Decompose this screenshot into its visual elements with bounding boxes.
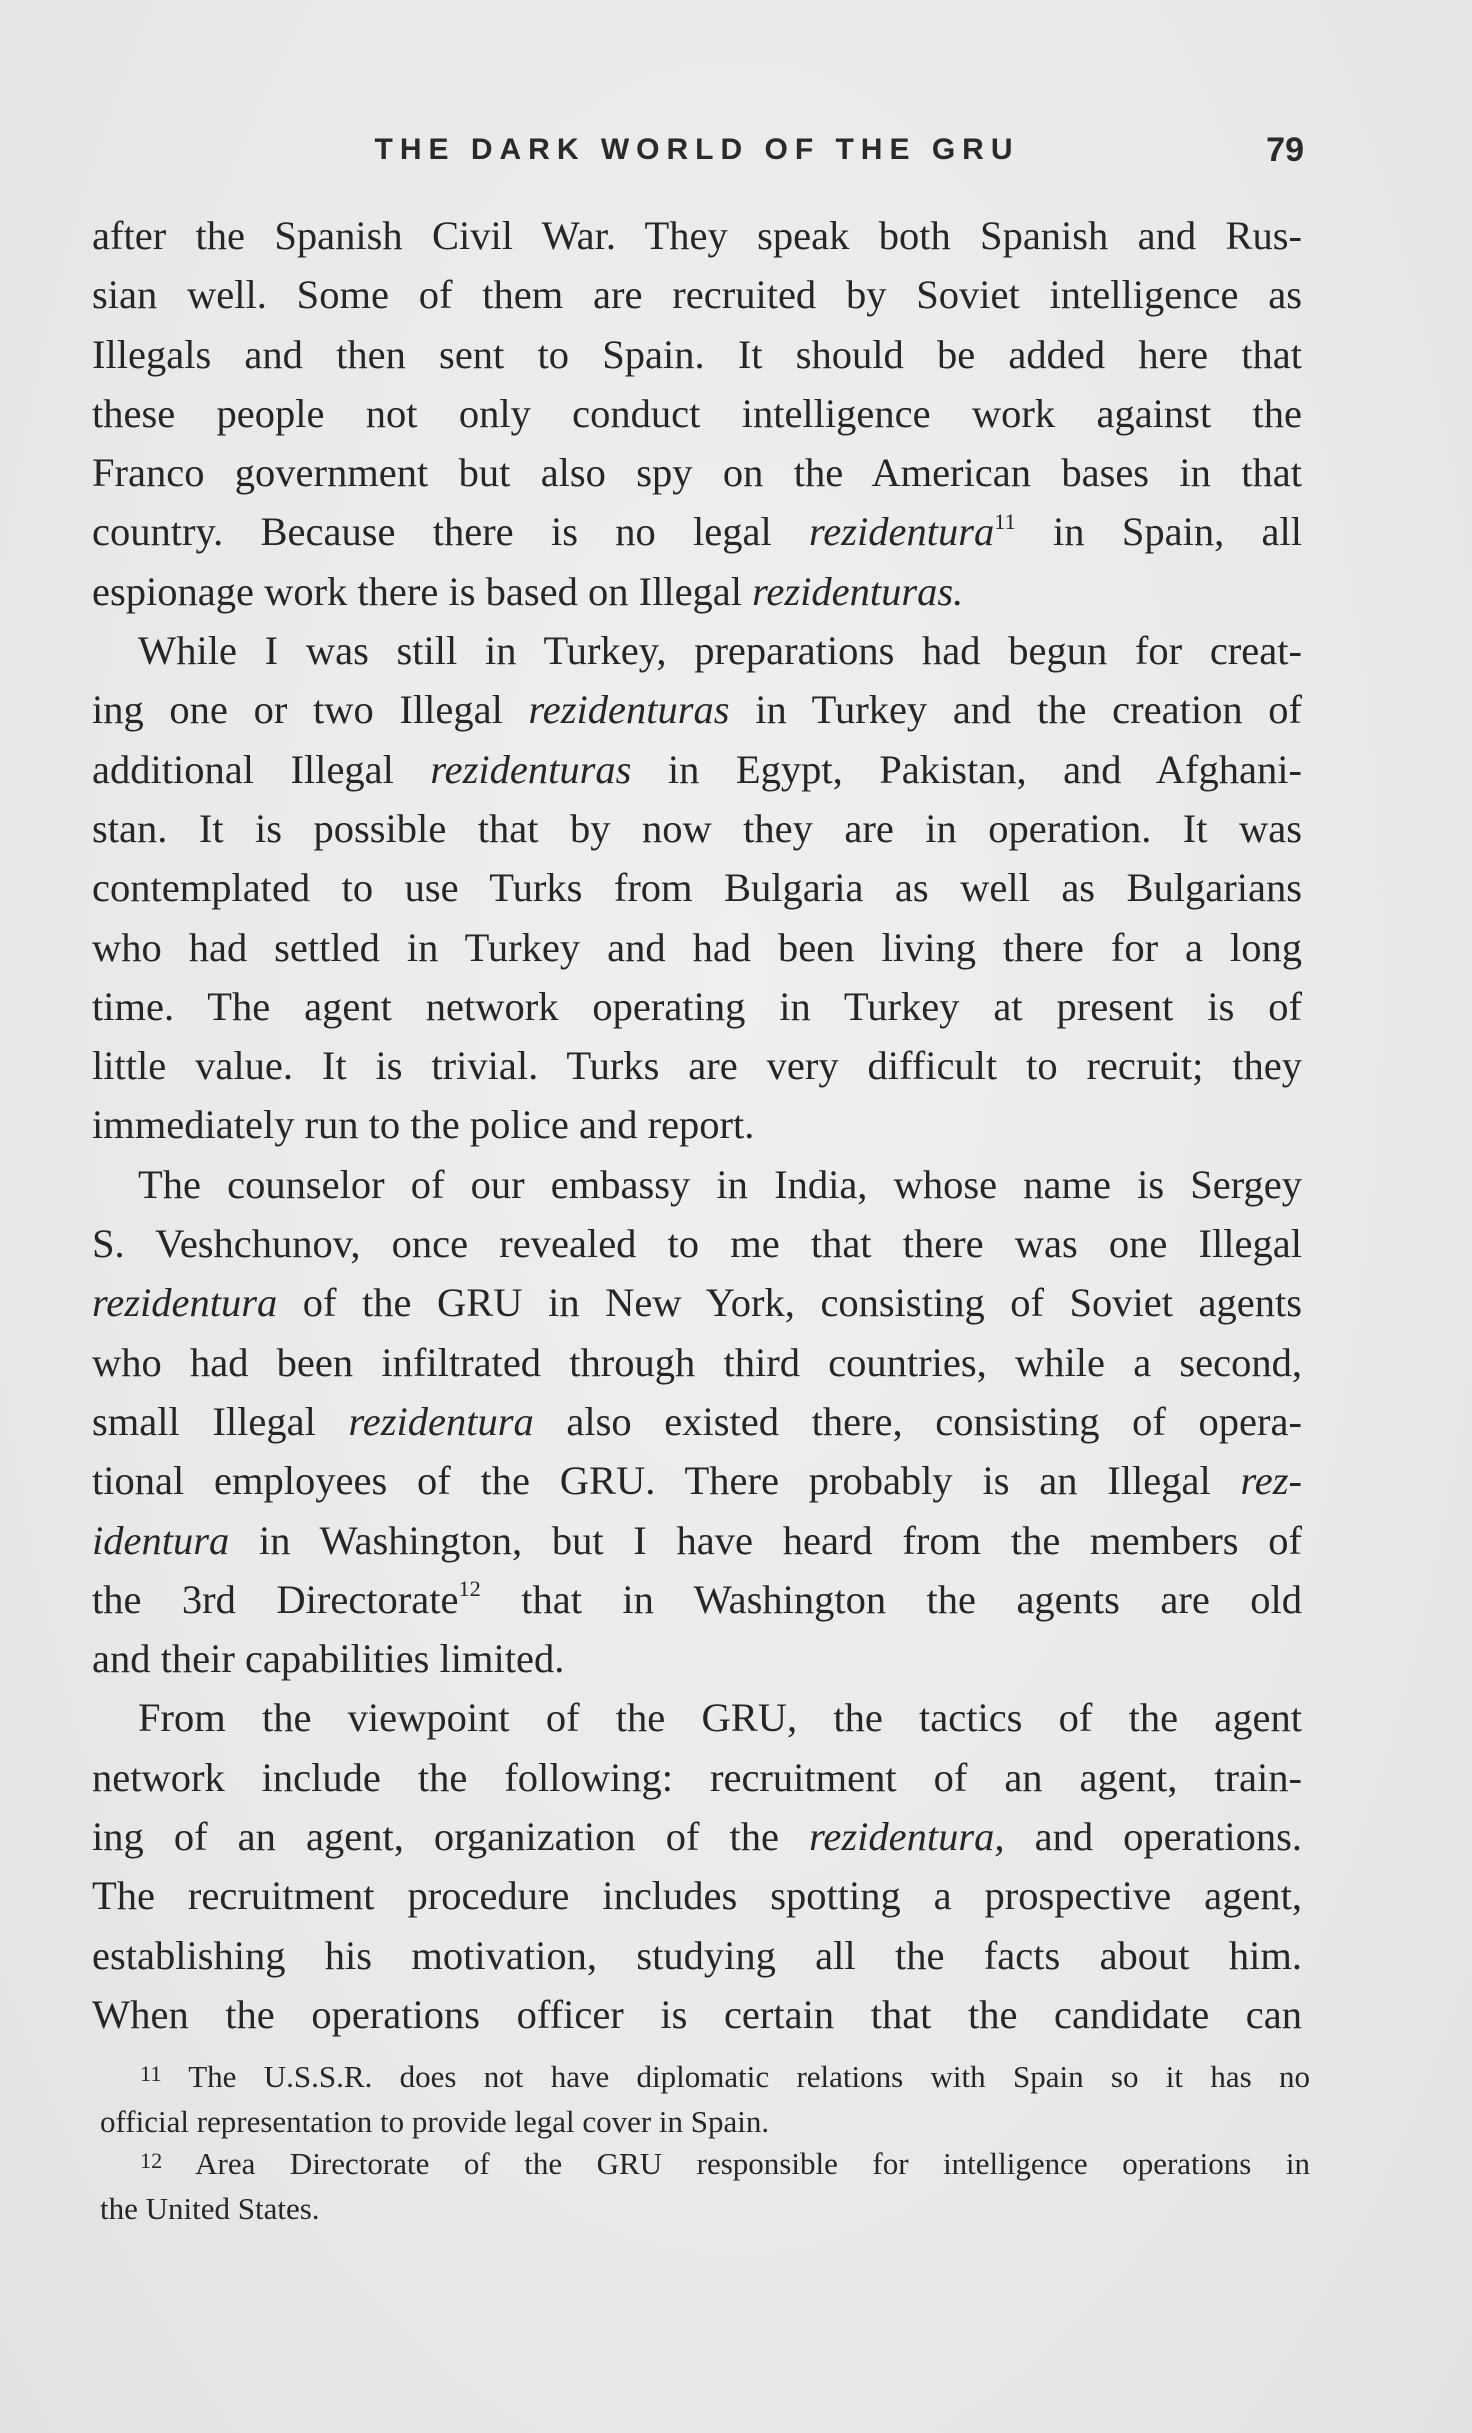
text-line: who had been infiltrated through third countries, while a second, [92, 1339, 1302, 1385]
italic-term: rezidenturas. [752, 568, 964, 614]
paragraph [92, 621, 1302, 1155]
text-line: stan. It is possible that by now they are in operation. It was [92, 805, 1302, 851]
italic-term: rezidenturas [430, 746, 632, 792]
body-text [92, 206, 1302, 2044]
paragraph [92, 1688, 1302, 2044]
text-line: and their capabilities limited. [92, 1636, 565, 1682]
text-line: Illegals and then sent to Spain. It should be added here that [92, 331, 1302, 377]
text-line: additional Illegal rezidenturas in Egypt, Pakistan, and Afghani- [92, 746, 1302, 792]
text-line: The counselor of our embassy in India, whose name is Sergey [138, 1161, 1302, 1207]
text-line: network include the following: recruitment of an agent, train- [92, 1754, 1302, 1800]
italic-term: rez- [1240, 1458, 1302, 1504]
footnote [100, 2056, 1310, 2143]
italic-term: rezidenturas [528, 687, 730, 733]
italic-term: rezidentura [92, 1280, 278, 1326]
text-line: S. Veshchunov, once revealed to me that there was one Illegal [92, 1221, 1302, 1267]
text-line: who had settled in Turkey and had been living there for a long [92, 924, 1302, 970]
footnote-line: the United States. [100, 2191, 320, 2226]
text-line: sian well. Some of them are recruited by Soviet intelligence as [92, 272, 1302, 318]
italic-term: rezidentura [348, 1398, 534, 1444]
italic-term: identura [92, 1517, 230, 1563]
footnote-number: 11 [140, 2061, 162, 2087]
text-line: contemplated to use Turks from Bulgaria as well as Bulgarians [92, 865, 1302, 911]
footnote-number: 12 [140, 2148, 163, 2174]
text-line: immediately run to the police and report. [92, 1102, 755, 1148]
text-line: little value. It is trivial. Turks are very difficult to recruit; they [92, 1043, 1302, 1089]
running-title: THE DARK WORLD OF THE GRU [374, 133, 1020, 166]
text-line: rezidentura of the GRU in New York, consisting of Soviet agents [92, 1280, 1302, 1326]
italic-term: rezidentura, [809, 1814, 1005, 1860]
paragraph [92, 206, 1302, 621]
footnotes [100, 2056, 1310, 2230]
italic-term: rezidentura [809, 509, 995, 555]
text-line: after the Spanish Civil War. They speak both Spanish and Rus- [92, 213, 1302, 258]
footnote-line: official representation to provide legal cover in Spain. [100, 2104, 770, 2139]
text-line: From the viewpoint of the GRU, the tactics of the agent [138, 1695, 1302, 1741]
text-line: tional employees of the GRU. There probably is an Illegal rez- [92, 1458, 1302, 1504]
page-number: 79 [1266, 131, 1304, 169]
text-line: Franco government but also spy on the American bases in that [92, 450, 1302, 496]
footnote [100, 2143, 1310, 2230]
text-line: establishing his motivation, studying all the facts about him. [92, 1932, 1302, 1978]
footnote-ref: 11 [994, 508, 1016, 534]
text-line: ing one or two Illegal rezidenturas in Turkey and the creation of [92, 687, 1302, 733]
text-line: time. The agent network operating in Turkey at present is of [92, 983, 1302, 1029]
text-line: espionage work there is based on Illegal rezidenturas. [92, 568, 964, 614]
text-line: When the operations officer is certain that the candidate can [92, 1991, 1302, 2037]
footnote-line: 12 Area Directorate of the GRU responsible for intelligence operations in [140, 2146, 1310, 2181]
paragraph [92, 1155, 1302, 1689]
text-line: these people not only conduct intelligence work against the [92, 390, 1302, 436]
text-line: ing of an agent, organization of the rezidentura, and operations. [92, 1814, 1302, 1860]
footnote-line: 11 The U.S.S.R. does not have diplomatic relations with Spain so it has no [140, 2059, 1310, 2094]
footnote-ref: 12 [458, 1576, 481, 1602]
running-head [92, 128, 1302, 172]
text-line: identura in Washington, but I have heard from the members of [92, 1517, 1302, 1563]
text-line: While I was still in Turkey, preparations had begun for creat- [138, 628, 1302, 674]
text-line: The recruitment procedure includes spotting a prospective agent, [92, 1873, 1302, 1919]
text-line: country. Because there is no legal rezidentura$^{11}$ in Spain, all [92, 508, 1302, 555]
text-line: the 3rd Directorate$^{12}$ that in Washington the agents are old [92, 1576, 1302, 1622]
text-line: small Illegal rezidentura also existed there, consisting of opera- [92, 1398, 1302, 1444]
